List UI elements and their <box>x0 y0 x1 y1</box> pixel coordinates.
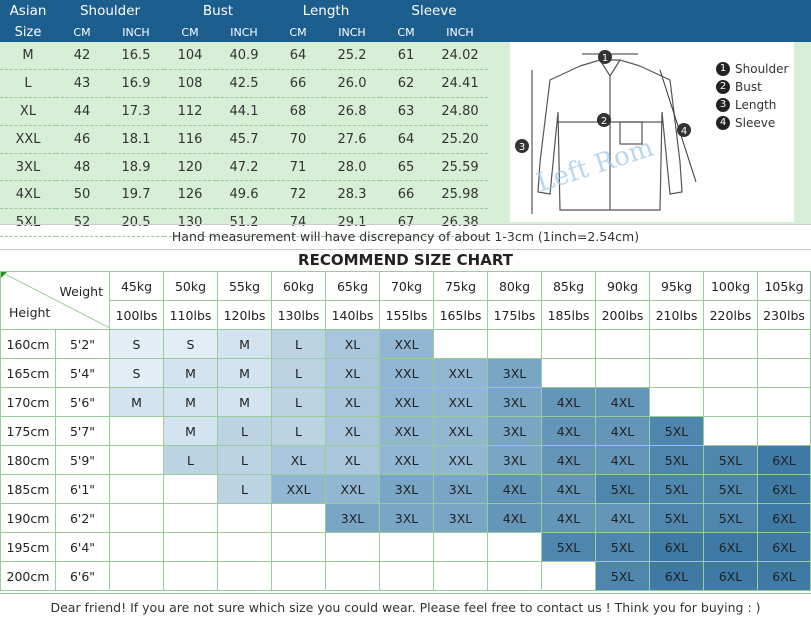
bust-header: Bust <box>202 3 234 19</box>
measure-value: 44 <box>56 97 108 125</box>
size-cell <box>110 533 164 562</box>
size-cell: 3XL <box>380 475 434 504</box>
measure-value: 52 <box>56 209 108 237</box>
size-cell: XXL <box>434 417 488 446</box>
measure-value: 71 <box>272 153 324 181</box>
height-row <box>1 475 811 504</box>
measure-value: 20.5 <box>108 209 164 237</box>
size-cell: XL <box>272 446 326 475</box>
measure-value: 130 <box>164 209 216 237</box>
size-row <box>0 153 488 181</box>
size-cell: 6XL <box>758 475 811 504</box>
measure-value: 65 <box>380 153 432 181</box>
size-cell: L <box>272 359 326 388</box>
weight-kg-header: 90kg <box>596 272 650 301</box>
size-cell: 3XL <box>434 504 488 533</box>
measure-value: 74 <box>272 209 324 237</box>
measure-value: 126 <box>164 181 216 209</box>
size-cell: XL <box>326 359 380 388</box>
shoulder-header: Shoulder <box>79 3 141 19</box>
marker-4: 4 <box>680 126 688 137</box>
marker-2: 2 <box>600 116 608 127</box>
size-cell <box>758 330 811 359</box>
height-row <box>1 388 811 417</box>
size-cell: 4XL <box>488 475 542 504</box>
size-cell <box>326 533 380 562</box>
size-cell: 3XL <box>380 504 434 533</box>
weight-kg-header: 60kg <box>272 272 326 301</box>
height-cm: 200cm <box>1 562 56 591</box>
measure-value: 24.41 <box>432 69 488 97</box>
measure-value: 49.6 <box>216 181 272 209</box>
height-ft: 5'7" <box>56 417 110 446</box>
size-cell <box>434 330 488 359</box>
size-cell: 4XL <box>542 417 596 446</box>
measure-value: 17.3 <box>108 97 164 125</box>
measure-value: 25.59 <box>432 153 488 181</box>
size-cell: XXL <box>380 446 434 475</box>
size-cell <box>596 330 650 359</box>
size-cell <box>164 533 218 562</box>
measure-value: 18.9 <box>108 153 164 181</box>
size-cell: 4XL <box>596 446 650 475</box>
legend-item: 1 Shoulder <box>716 60 788 78</box>
size-cell: 5XL <box>596 533 650 562</box>
size-cell <box>488 533 542 562</box>
size-cell <box>218 533 272 562</box>
weight-lbs-header: 140lbs <box>326 301 380 330</box>
inch-unit: INCH <box>230 25 258 39</box>
size-cell <box>704 388 758 417</box>
size-cell: XXL <box>380 388 434 417</box>
size-cell <box>596 359 650 388</box>
size-label: Size <box>14 24 42 40</box>
height-cm: 195cm <box>1 533 56 562</box>
height-cm: 160cm <box>1 330 56 359</box>
height-ft: 6'6" <box>56 562 110 591</box>
height-weight-corner <box>1 272 110 330</box>
size-cell: S <box>164 330 218 359</box>
size-cell: 3XL <box>488 359 542 388</box>
size-cell: XXL <box>326 475 380 504</box>
weight-axis-label: Weight <box>59 284 103 299</box>
measure-value: 42.5 <box>216 69 272 97</box>
size-row <box>0 125 488 153</box>
size-cell: XXL <box>434 388 488 417</box>
measure-value: 62 <box>380 69 432 97</box>
height-cm: 170cm <box>1 388 56 417</box>
measure-value: 24.80 <box>432 97 488 125</box>
cm-unit: CM <box>289 25 307 39</box>
height-row <box>1 504 811 533</box>
height-row <box>1 330 811 359</box>
size-name: M <box>0 42 56 69</box>
size-cell: 5XL <box>704 504 758 533</box>
height-ft: 5'2" <box>56 330 110 359</box>
size-cell: 5XL <box>542 533 596 562</box>
size-cell: M <box>164 417 218 446</box>
measure-value: 116 <box>164 125 216 153</box>
measure-value: 26.38 <box>432 209 488 237</box>
size-cell <box>164 562 218 591</box>
size-cell <box>110 504 164 533</box>
height-row <box>1 562 811 591</box>
size-cell: XXL <box>434 359 488 388</box>
size-cell: 3XL <box>488 446 542 475</box>
size-cell: 4XL <box>542 446 596 475</box>
weight-lbs-header: 165lbs <box>434 301 488 330</box>
measure-value: 44.1 <box>216 97 272 125</box>
size-cell <box>758 417 811 446</box>
size-cell: XXL <box>434 446 488 475</box>
height-ft: 6'1" <box>56 475 110 504</box>
size-cell <box>758 388 811 417</box>
measure-value: 45.7 <box>216 125 272 153</box>
measure-value: 72 <box>272 181 324 209</box>
size-cell: L <box>218 446 272 475</box>
size-cell <box>542 562 596 591</box>
size-cell: 3XL <box>488 388 542 417</box>
measure-value: 43 <box>56 69 108 97</box>
size-cell <box>272 533 326 562</box>
height-ft: 5'4" <box>56 359 110 388</box>
recommend-title: RECOMMEND SIZE CHART <box>298 251 513 269</box>
sleeve-header: Sleeve <box>411 3 457 19</box>
inch-unit: INCH <box>446 25 474 39</box>
size-cell: XL <box>326 417 380 446</box>
size-cell: 5XL <box>650 417 704 446</box>
size-cell: 6XL <box>758 446 811 475</box>
height-row <box>1 446 811 475</box>
height-cm: 175cm <box>1 417 56 446</box>
size-cell <box>650 330 704 359</box>
weight-lbs-header: 130lbs <box>272 301 326 330</box>
measure-value: 68 <box>272 97 324 125</box>
measure-value: 26.0 <box>324 69 380 97</box>
diagram-legend <box>716 60 788 132</box>
size-cell: 4XL <box>596 417 650 446</box>
weight-lbs-header: 230lbs <box>758 301 811 330</box>
size-cell: 3XL <box>488 417 542 446</box>
size-cell <box>542 330 596 359</box>
footer-message: Dear friend! If you are not sure which size you could wear. Please feel free to contact us ! Think you for buying : ) <box>0 593 811 621</box>
size-cell <box>380 533 434 562</box>
size-name: XXL <box>0 125 56 153</box>
size-cell: 4XL <box>488 504 542 533</box>
measure-value: 16.5 <box>108 42 164 69</box>
size-cell: S <box>110 330 164 359</box>
measure-value: 108 <box>164 69 216 97</box>
size-cell <box>110 475 164 504</box>
measure-value: 48 <box>56 153 108 181</box>
size-cell: 6XL <box>758 533 811 562</box>
height-row <box>1 359 811 388</box>
measure-value: 50 <box>56 181 108 209</box>
size-row <box>0 69 488 97</box>
size-cell: XXL <box>380 417 434 446</box>
height-ft: 5'6" <box>56 388 110 417</box>
size-cell: 6XL <box>758 504 811 533</box>
size-cell: XL <box>326 446 380 475</box>
measure-value: 16.9 <box>108 69 164 97</box>
size-cell: 5XL <box>650 446 704 475</box>
weight-kg-header: 45kg <box>110 272 164 301</box>
size-cell: 6XL <box>758 562 811 591</box>
size-name: XL <box>0 97 56 125</box>
inch-unit: INCH <box>122 25 150 39</box>
measure-value: 66 <box>272 69 324 97</box>
weight-kg-header: 105kg <box>758 272 811 301</box>
size-cell: 6XL <box>704 533 758 562</box>
measure-value: 66 <box>380 181 432 209</box>
weight-kg-header: 55kg <box>218 272 272 301</box>
size-cell: 6XL <box>650 533 704 562</box>
watermark-text: Left Rom <box>532 132 658 199</box>
measure-value: 64 <box>272 42 324 69</box>
weight-kg-header: 80kg <box>488 272 542 301</box>
legend-item: 2 Bust <box>716 78 788 96</box>
size-cell: 5XL <box>704 446 758 475</box>
measure-value: 42 <box>56 42 108 69</box>
size-name: 5XL <box>0 209 56 237</box>
size-cell <box>434 533 488 562</box>
size-cell: L <box>272 417 326 446</box>
size-cell <box>704 330 758 359</box>
weight-kg-header: 75kg <box>434 272 488 301</box>
size-row <box>0 42 488 69</box>
weight-kg-header: 65kg <box>326 272 380 301</box>
weight-kg-header: 50kg <box>164 272 218 301</box>
size-cell <box>326 562 380 591</box>
length-header: Length <box>302 3 350 19</box>
height-cm: 190cm <box>1 504 56 533</box>
measure-value: 25.98 <box>432 181 488 209</box>
size-cell: L <box>164 446 218 475</box>
weight-kg-header: 95kg <box>650 272 704 301</box>
size-cell <box>110 562 164 591</box>
size-cell <box>110 417 164 446</box>
size-cell: 6XL <box>704 562 758 591</box>
height-ft: 5'9" <box>56 446 110 475</box>
height-row <box>1 533 811 562</box>
legend-item: 3 Length <box>716 96 788 114</box>
weight-kg-header: 85kg <box>542 272 596 301</box>
size-cell <box>380 562 434 591</box>
weight-lbs-header: 120lbs <box>218 301 272 330</box>
weight-lbs-header: 100lbs <box>110 301 164 330</box>
size-name: L <box>0 69 56 97</box>
size-cell <box>218 562 272 591</box>
size-cell: M <box>110 388 164 417</box>
size-cell: L <box>272 388 326 417</box>
size-cell <box>218 504 272 533</box>
shirt-illustration <box>510 42 710 222</box>
measure-value: 64 <box>380 125 432 153</box>
size-cell: 5XL <box>650 504 704 533</box>
size-cell <box>704 359 758 388</box>
measure-value: 25.2 <box>324 42 380 69</box>
size-cell: 5XL <box>596 475 650 504</box>
size-cell: M <box>218 388 272 417</box>
weight-lbs-header: 155lbs <box>380 301 434 330</box>
size-cell: L <box>218 475 272 504</box>
size-cell <box>650 388 704 417</box>
weight-lbs-header: 185lbs <box>542 301 596 330</box>
weight-lbs-header: 220lbs <box>704 301 758 330</box>
cm-unit: CM <box>73 25 91 39</box>
measure-value: 40.9 <box>216 42 272 69</box>
weight-kg-header: 70kg <box>380 272 434 301</box>
size-cell <box>488 330 542 359</box>
measure-value: 25.20 <box>432 125 488 153</box>
size-cell: 4XL <box>542 475 596 504</box>
size-cell <box>164 504 218 533</box>
size-table <box>0 0 488 237</box>
size-cell <box>272 504 326 533</box>
measure-value: 51.2 <box>216 209 272 237</box>
size-cell <box>758 359 811 388</box>
measure-value: 67 <box>380 209 432 237</box>
measure-value: 27.6 <box>324 125 380 153</box>
size-cell: L <box>272 330 326 359</box>
size-cell: M <box>164 388 218 417</box>
measure-value: 28.3 <box>324 181 380 209</box>
measure-value: 47.2 <box>216 153 272 181</box>
size-cell: XXL <box>380 330 434 359</box>
marker-3: 3 <box>518 142 526 153</box>
measurement-note: Hand measurement will have discrepancy of about 1-3cm (1inch=2.54cm) <box>0 224 811 250</box>
size-cell <box>110 446 164 475</box>
cm-unit: CM <box>397 25 415 39</box>
size-cell <box>434 562 488 591</box>
height-cm: 185cm <box>1 475 56 504</box>
size-cell: M <box>218 330 272 359</box>
measure-value: 61 <box>380 42 432 69</box>
size-cell: XL <box>326 330 380 359</box>
height-cm: 180cm <box>1 446 56 475</box>
height-row <box>1 417 811 446</box>
size-cell: 4XL <box>596 504 650 533</box>
size-cell: 4XL <box>542 388 596 417</box>
cm-unit: CM <box>181 25 199 39</box>
recommend-size-grid <box>0 271 811 591</box>
height-ft: 6'4" <box>56 533 110 562</box>
size-name: 3XL <box>0 153 56 181</box>
size-cell: M <box>164 359 218 388</box>
asian-label: Asian <box>9 3 47 19</box>
legend-item: 4 Sleeve <box>716 114 788 132</box>
size-cell <box>272 562 326 591</box>
size-cell: 5XL <box>650 475 704 504</box>
measure-value: 26.8 <box>324 97 380 125</box>
size-cell: S <box>110 359 164 388</box>
weight-lbs-header: 200lbs <box>596 301 650 330</box>
size-table-section <box>0 0 811 231</box>
size-cell <box>488 562 542 591</box>
weight-lbs-header: 210lbs <box>650 301 704 330</box>
size-row <box>0 97 488 125</box>
measure-value: 112 <box>164 97 216 125</box>
size-cell <box>542 359 596 388</box>
size-cell <box>704 417 758 446</box>
height-axis-label: Height <box>9 305 51 320</box>
height-cm: 165cm <box>1 359 56 388</box>
measure-value: 70 <box>272 125 324 153</box>
size-cell <box>650 359 704 388</box>
measure-value: 18.1 <box>108 125 164 153</box>
size-row <box>0 181 488 209</box>
measure-value: 120 <box>164 153 216 181</box>
size-cell: 4XL <box>596 388 650 417</box>
size-cell: L <box>218 417 272 446</box>
size-cell: M <box>218 359 272 388</box>
size-name: 4XL <box>0 181 56 209</box>
size-cell: 5XL <box>704 475 758 504</box>
measure-value: 29.1 <box>324 209 380 237</box>
inch-unit: INCH <box>338 25 366 39</box>
measure-value: 104 <box>164 42 216 69</box>
size-cell: 6XL <box>650 562 704 591</box>
weight-lbs-header: 175lbs <box>488 301 542 330</box>
size-cell: 4XL <box>542 504 596 533</box>
weight-lbs-header: 110lbs <box>164 301 218 330</box>
size-cell: XXL <box>380 359 434 388</box>
shirt-diagram <box>510 42 794 222</box>
measure-value: 24.02 <box>432 42 488 69</box>
size-cell: 3XL <box>326 504 380 533</box>
height-ft: 6'2" <box>56 504 110 533</box>
measure-value: 63 <box>380 97 432 125</box>
marker-1: 1 <box>601 53 609 64</box>
measure-value: 46 <box>56 125 108 153</box>
size-cell: XL <box>326 388 380 417</box>
measure-value: 19.7 <box>108 181 164 209</box>
weight-kg-header: 100kg <box>704 272 758 301</box>
measure-value: 28.0 <box>324 153 380 181</box>
size-cell: 3XL <box>434 475 488 504</box>
size-cell: XXL <box>272 475 326 504</box>
size-cell <box>164 475 218 504</box>
size-cell: 5XL <box>596 562 650 591</box>
